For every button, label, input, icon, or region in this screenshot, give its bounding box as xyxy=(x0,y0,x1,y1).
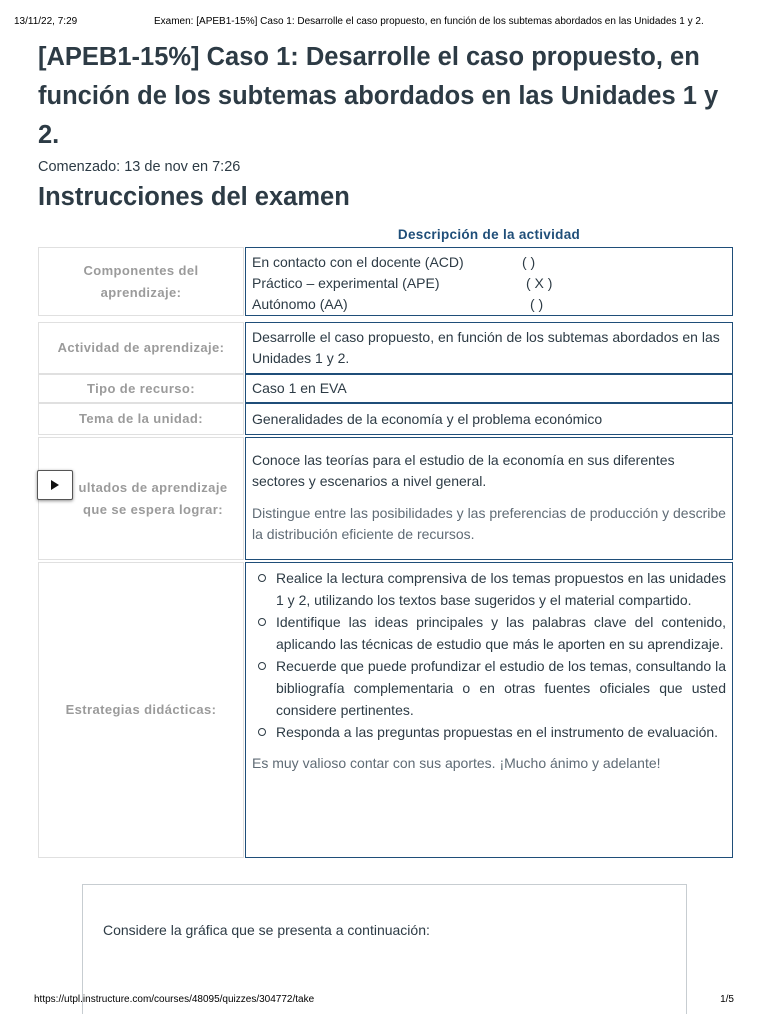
component-text: Práctico – experimental (APE) xyxy=(252,275,440,291)
strategies-label: Estrategias didácticas: xyxy=(38,562,244,858)
strategies-list xyxy=(252,567,726,743)
resource-row xyxy=(38,374,733,403)
strategies-value xyxy=(245,562,733,858)
resource-value: Caso 1 en EVA xyxy=(245,374,733,403)
list-item: Recuerde que puede profundizar el estudio de los temas, consultando la bibliografía complementaria o en otras fuentes oficiales que usted considere pertinentes. xyxy=(252,655,726,721)
print-header xyxy=(0,0,768,30)
component-mark: ( X ) xyxy=(526,275,553,291)
components-value xyxy=(245,247,733,316)
outcome-paragraph: Conoce las teorías para el estudio de la economía en sus diferentes sectores y escenarios a nivel general. xyxy=(252,452,675,489)
component-line-ape xyxy=(252,273,726,294)
list-item: Realice la lectura comprensiva de los temas propuestos en las unidades 1 y 2, utilizando los textos base sugeridos y el material compartido. xyxy=(252,567,726,611)
outcomes-row xyxy=(38,437,733,560)
activity-caption: Descripción de la actividad xyxy=(397,227,581,242)
question-text: Considere la gráfica que se presenta a continuación: xyxy=(103,922,430,938)
resource-label: Tipo de recurso: xyxy=(38,374,244,403)
print-datetime: 13/11/22, 7:29 xyxy=(14,16,78,27)
list-item: Identifique las ideas principales y las palabras clave del contenido, aplicando las técnicas de estudio que más le aporten en su aprendizaje. xyxy=(252,611,726,655)
strategies-closing: Es muy valioso contar con sus aportes. ¡Mucho ánimo y adelante! xyxy=(252,755,661,771)
play-icon xyxy=(51,480,59,490)
outcome-paragraph: Distingue entre las posibilidades y las preferencias de producción y describe la distribución eficiente de recursos. xyxy=(252,505,726,542)
components-row xyxy=(38,247,733,316)
outcomes-value xyxy=(245,437,733,560)
started-timestamp: Comenzado: 13 de nov en 7:26 xyxy=(38,159,241,175)
strategies-row xyxy=(38,562,733,858)
activity-value: Desarrolle el caso propuesto, en función de los subtemas abordados en las Unidades 1 y 2. xyxy=(245,322,733,374)
topic-row xyxy=(38,403,733,435)
components-label: Componentes del aprendizaje: xyxy=(38,247,244,316)
topic-value: Generalidades de la economía y el problema económico xyxy=(245,403,733,435)
list-item: Responda a las preguntas propuestas en el instrumento de evaluación. xyxy=(252,721,726,743)
page-title: [APEB1-15%] Caso 1: Desarrolle el caso propuesto, en función de los subtemas abordados en las Unidades 1 y 2. xyxy=(38,43,719,149)
activity-row xyxy=(38,322,733,374)
play-button[interactable] xyxy=(37,470,73,500)
section-title: Instrucciones del examen xyxy=(38,183,350,211)
component-text: Autónomo (AA) xyxy=(252,296,348,312)
print-page-number: 1/5 xyxy=(720,994,734,1005)
outcomes-label: ultados de aprendizaje que se espera lograr: xyxy=(38,437,244,560)
activity-label: Actividad de aprendizaje: xyxy=(38,322,244,374)
print-footer xyxy=(0,994,768,1024)
print-title: Examen: [APEB1-15%] Caso 1: Desarrolle el caso propuesto, en función de los subtemas abordados en las Unidades 1 y 2. xyxy=(154,16,704,27)
component-text: En contacto con el docente (ACD) xyxy=(252,254,464,270)
component-line-aa xyxy=(252,294,726,315)
print-url: https://utpl.instructure.com/courses/48095/quizzes/304772/take xyxy=(34,994,315,1005)
component-line-acd xyxy=(252,252,726,273)
component-mark: ( ) xyxy=(530,296,544,312)
component-mark: ( ) xyxy=(522,254,536,270)
topic-label: Tema de la unidad: xyxy=(38,403,244,435)
